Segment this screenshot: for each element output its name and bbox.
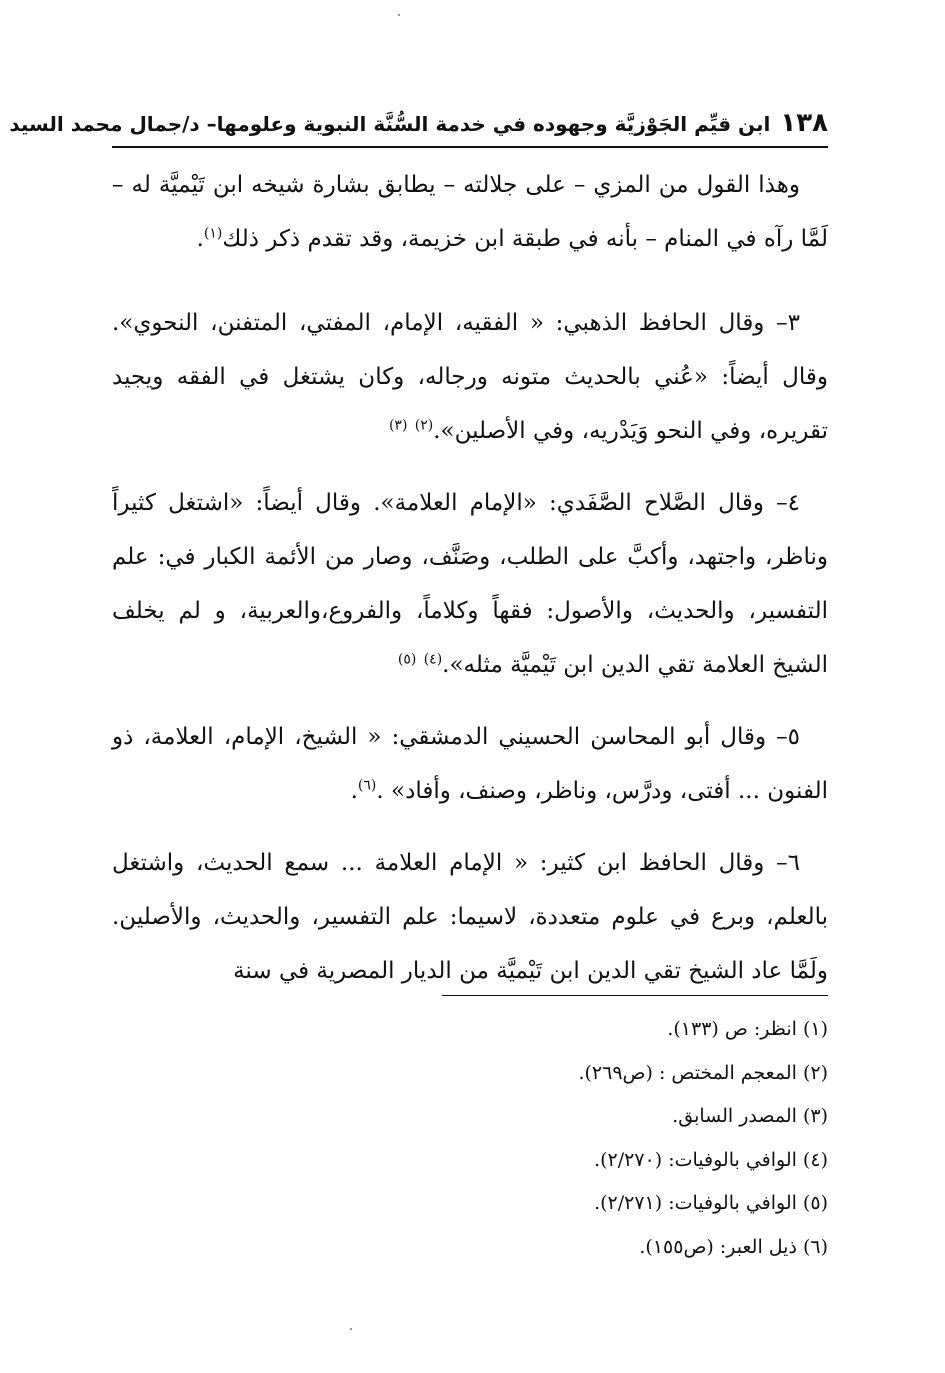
- footnote-ref: (٣): [388, 417, 408, 434]
- scan-speck: [350, 1328, 352, 1330]
- footnote: (٢) المعجم المختص : (ص٢٦٩).: [578, 1061, 828, 1084]
- footnote-ref: (٤): [423, 651, 443, 668]
- scan-speck: [398, 14, 400, 16]
- page-number: ١٣٨: [780, 108, 828, 138]
- running-title: ابن قيِّم الجَوْزيَّة وجهوده في خدمة السُّنَّة النبوية وعلومها– د/جمال محمد السيد: [9, 112, 771, 136]
- footnote-ref: (٢): [414, 417, 434, 434]
- paragraph: ٣– وقال الحافظ الذهبي: « الفقيه، الإمام، المفتي، المتفنن، النحوي». وقال أيضاً: «عُني بالحديث متونه ورجاله، وكان يشتغل في الفقه ويجيد تقريره، وفي النحو وَيَدْريه، وفي الأصلين».$^{(٢)}$ $^{(٣)}$: [112, 310, 828, 444]
- footnote-ref: (٥): [397, 651, 417, 668]
- paragraph: ٤– وقال الصَّلاح الصَّفَدي: «الإمام العلامة». وقال أيضاً: «اشتغل كثيراً وناظر، واجتهد، وأكبَّ على الطلب، وصَنَّف، وصار من الأئمة الكبار في: علم التفسير، والحديث، والأصول: فقهاً وكلاماً، والفروع،والعربية، و لم يخلف الشيخ العلامة تقي الدين ابن تَيْميَّة مثله».$^{(٤)}$ $^{(٥)}$: [112, 490, 828, 678]
- main-text: [112, 158, 828, 1016]
- paragraph: ٦– وقال الحافظ ابن كثير: « الإمام العلامة ... سمع الحديث، واشتغل بالعلم، وبرع في علوم متعددة، لاسيما: علم التفسير، والحديث، والأصلين. ولَمَّا عاد الشيخ تقي الدين ابن تَيْميَّة من الديار المصرية في سنة: [112, 850, 828, 984]
- footnote: (٦) ذيل العبر: (ص١٥٥).: [639, 1235, 828, 1258]
- footnote: (٥) الوافي بالوفيات: (٢/٢٧١).: [594, 1192, 828, 1214]
- paragraph: ٥– وقال أبو المحاسن الحسيني الدمشقي: « الشيخ، الإمام، العلامة، ذو الفنون ... أفتى، ودرَّس، وناظر، وصنف، وأفاد» .$^{(٦)}$.: [112, 724, 828, 804]
- header-rule: [112, 146, 828, 148]
- footnote-rule: [442, 995, 828, 996]
- footnote-ref: (٦): [357, 777, 377, 794]
- running-header: [9, 108, 828, 138]
- paragraph: وهذا القول من المزي – على جلالته – يطابق بشارة شيخه ابن تَيْميَّة له – لَمَّا رآه في المنام – بأنه في طبقة ابن خزيمة، وقد تقدم ذكر ذلك$^{(١)}$.: [112, 172, 828, 252]
- footnote: (١) انظر: ص (١٣٣).: [667, 1018, 828, 1040]
- footnote: (٤) الوافي بالوفيات: (٢/٢٧٠).: [594, 1148, 828, 1171]
- footnotes: [112, 1008, 828, 1269]
- footnote-ref: (١): [203, 225, 223, 242]
- footnote: (٣) المصدر السابق.: [672, 1105, 828, 1127]
